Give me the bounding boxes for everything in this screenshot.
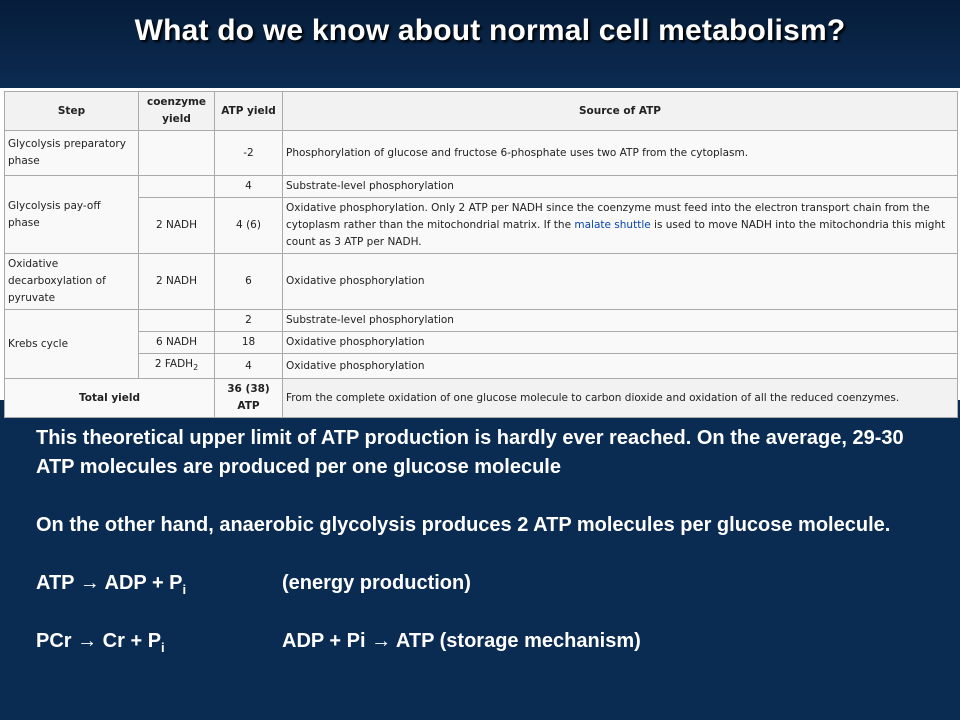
total-source-cell: From the complete oxidation of one glucose molecule to carbon dioxide and oxidation of all the reduced coenzymes.: [283, 379, 958, 418]
paragraph-upper-limit: This theoretical upper limit of ATP production is hardly ever reached. On the average, 29-30 ATP molecules are produced per one glucose molecule: [36, 427, 904, 478]
source-cell: Phosphorylation of glucose and fructose 6-phosphate uses two ATP from the cytoplasm.: [283, 131, 958, 176]
equation-pcr-note: ADP + Pi → ATP (storage mechanism): [282, 630, 641, 652]
table-row: [5, 254, 958, 310]
header-source-of-atp: Source of ATP: [283, 92, 958, 131]
table-row: [5, 131, 958, 176]
source-cell: Oxidative phosphorylation: [283, 332, 958, 354]
total-yield-label: Total yield: [5, 379, 215, 418]
coenzyme-cell: 2 NADH: [139, 254, 215, 310]
source-cell: Substrate-level phosphorylation: [283, 310, 958, 332]
table-row: [5, 310, 958, 332]
atp-cell: 4: [215, 176, 283, 198]
table-row: [5, 332, 958, 354]
source-cell: [283, 198, 958, 254]
step-glycolysis-prep: Glycolysis preparatory phase: [5, 131, 139, 176]
source-text-after: is used to move NADH into the mitochondria this might count as 3 ATP per NADH.: [286, 219, 946, 248]
step-oxidative-decarboxylation: Oxidative decarboxylation of pyruvate: [5, 254, 139, 310]
equation-atp-text: ATP → ADP + P: [36, 572, 183, 594]
table-header-row: [5, 92, 958, 131]
fadh-subscript: 2: [193, 363, 199, 373]
source-cell: Oxidative phosphorylation: [283, 254, 958, 310]
source-cell: Oxidative phosphorylation: [283, 354, 958, 379]
table-panel: [0, 88, 960, 413]
slide-title: What do we know about normal cell metabolism?: [134, 14, 846, 47]
paragraph-anaerobic: On the other hand, anaerobic glycolysis produces 2 ATP molecules per glucose molecule.: [36, 514, 891, 536]
coenzyme-cell: [139, 310, 215, 332]
header-atp-yield: ATP yield: [215, 92, 283, 131]
equation-energy-production: [36, 569, 936, 598]
atp-cell: 6: [215, 254, 283, 310]
total-atp-yield: 36 (38) ATP: [215, 379, 283, 418]
table-row: [5, 354, 958, 379]
atp-cell: 2: [215, 310, 283, 332]
table-total-row: [5, 379, 958, 418]
equation-pcr-subscript: i: [161, 640, 165, 655]
header-step: Step: [5, 92, 139, 131]
step-krebs-cycle: Krebs cycle: [5, 310, 139, 379]
atp-cell: -2: [215, 131, 283, 176]
equation-storage-mechanism: [36, 627, 936, 656]
coenzyme-cell: [139, 354, 215, 379]
source-text-before: Oxidative phosphorylation. Only 2 ATP per NADH since the coenzyme must feed into the electron transport chain from the cytoplasm rather than the mitochondrial matrix. If the: [286, 202, 930, 231]
equation-pcr-text: PCr → Cr + P: [36, 630, 162, 652]
equation-pcr: [36, 627, 165, 662]
header-coenzyme-yield: coenzyme yield: [139, 92, 215, 131]
source-cell: Substrate-level phosphorylation: [283, 176, 958, 198]
atp-yield-table: [4, 91, 958, 418]
coenzyme-cell: 6 NADH: [139, 332, 215, 354]
atp-cell: 18: [215, 332, 283, 354]
step-glycolysis-payoff: Glycolysis pay-off phase: [5, 176, 139, 254]
malate-shuttle-link[interactable]: malate shuttle: [574, 219, 651, 231]
fadh-label: 2 FADH: [154, 358, 194, 370]
table-row: [5, 198, 958, 254]
coenzyme-cell: [139, 176, 215, 198]
equation-atp: [36, 569, 186, 604]
atp-cell: 4: [215, 354, 283, 379]
atp-cell: 4 (6): [215, 198, 283, 254]
table-row: [5, 176, 958, 198]
coenzyme-cell: [139, 131, 215, 176]
equation-atp-note: (energy production): [282, 572, 471, 594]
coenzyme-cell: 2 NADH: [139, 198, 215, 254]
body-text: [36, 424, 936, 685]
equation-atp-subscript: i: [182, 582, 187, 597]
